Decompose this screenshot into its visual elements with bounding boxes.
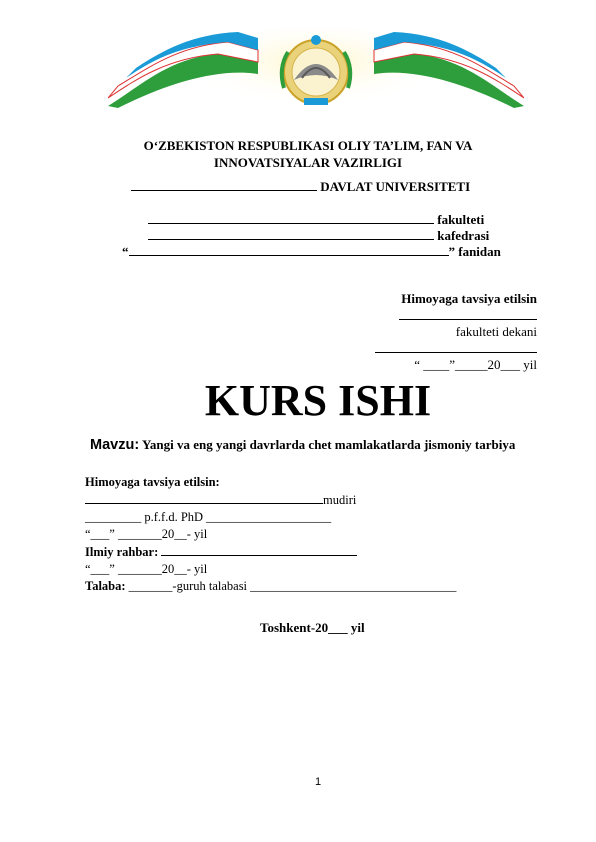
approval-top-date: “ ____”_____20___ yil — [414, 357, 537, 372]
student-group-text: _______-guruh talabasi _________________________________ — [128, 579, 457, 593]
approval-top-sign-blank[interactable] — [399, 307, 537, 320]
ministry-line-2: INNOVATSIYALAR VAZIRLIGI — [213, 155, 403, 170]
faculty-label: fakulteti — [437, 212, 485, 227]
university-blank[interactable] — [131, 178, 317, 191]
page-number: 1 — [314, 776, 322, 788]
topic-label: Mavzu: — [90, 437, 140, 453]
ministry-line-1: O‘ZBEKISTON RESPUBLIKASI OLIY TA’LIM, FAN VA — [143, 138, 473, 153]
department-head-blank[interactable] — [85, 491, 323, 504]
ministry-name — [0, 138, 596, 171]
document-title: KURS ISHI — [204, 376, 432, 425]
subject-label: ” fanidan — [448, 244, 501, 259]
department-line — [148, 227, 489, 244]
subject-blank[interactable] — [129, 243, 449, 256]
supervisor-blank[interactable] — [161, 543, 357, 556]
left-flag-icon — [108, 32, 258, 108]
supervisor-label: Ilmiy rahbar: — [85, 545, 159, 559]
approval-bottom-date-1: “___” _______20__- yil — [85, 527, 208, 541]
approval-top-block — [300, 291, 537, 373]
subject-open-quote: “ — [122, 244, 129, 259]
faculty-line — [148, 211, 484, 228]
topic-line — [90, 437, 515, 453]
dean-name-blank[interactable] — [375, 340, 537, 353]
state-emblem-banner — [108, 28, 524, 108]
topic-text: Yangi va eng yangi davrlarda chet mamlakatlarda jismoniy tarbiya — [141, 437, 516, 452]
faculty-blank[interactable] — [148, 211, 434, 224]
student-label: Talaba: — [85, 579, 126, 593]
city-year: Toshkent-20___ yil — [260, 620, 365, 635]
approval-bottom-block — [85, 474, 525, 595]
approval-bottom-date-2: “___” _______20__- yil — [85, 562, 208, 576]
approval-bottom-heading: Himoyaga tavsiya etilsin: — [85, 475, 220, 489]
degree-line: _________ p.f.f.d. PhD ____________________ — [85, 510, 332, 524]
university-line — [131, 178, 470, 195]
subject-line — [122, 243, 501, 260]
approval-top-heading: Himoyaga tavsiya etilsin — [401, 291, 537, 306]
right-flag-icon — [374, 32, 524, 108]
department-head-label: mudiri — [323, 493, 357, 507]
department-blank[interactable] — [148, 227, 434, 240]
department-label: kafedrasi — [437, 228, 490, 243]
dean-label: fakulteti dekani — [455, 324, 537, 339]
university-label: DAVLAT UNIVERSITETI — [320, 179, 471, 194]
